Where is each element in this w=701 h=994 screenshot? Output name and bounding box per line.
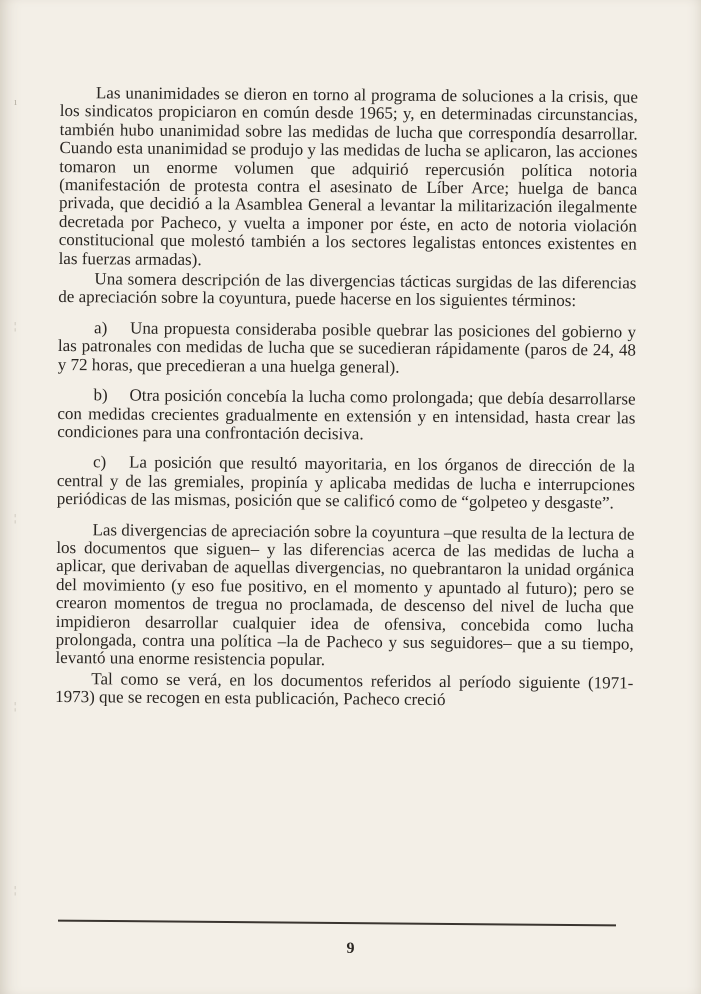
paragraph: Las unanimidades se dieron en torno al programa de soluciones a la crisis, que los sindicatos propiciaron en común desde 1965; y, en determinadas circunstancias, también hubo unanimidad sobre las medidas de lucha que correspondía desarrollar. Cuando esta unanimidad se produjo y las medidas de lucha se aplicaron, las acciones tomaron un enorme volumen que adquirió repercusión política notoria (manifestación de protesta contra el asesinato de Líber Arce; huelga de banca privada, que decidió a la Asamblea General a levantar la militarización ilegalmente decretada por Pacheco, y vuelta a imponer por éste, en acto de notoria violación constitucional que molestó también a los sectores legalistas entonces existentes en las fuerzas armadas). [58, 83, 638, 269]
paragraph: Una somera descripción de las divergencias tácticas surgidas de las diferencias de apreciación sobre la coyuntura, puede hacerse en los siguientes términos: [58, 269, 637, 311]
list-item [57, 453, 635, 513]
page-number: 9 [346, 940, 355, 957]
margin-mark: ¦ [14, 320, 17, 332]
list-item [57, 386, 635, 446]
body-text [55, 84, 638, 711]
footer-rule [58, 920, 616, 927]
list-item-text: Una propuesta consideraba posible quebrar las posiciones del gobierno y las patronales con medidas de lucha que se sucedieran rápidamente (paros de 24, 48 y 72 horas, que precedieran a una huelga general). [57, 318, 637, 377]
margin-mark: ı [14, 96, 18, 108]
list-item-text: La posición que resultó mayoritaria, en los órganos de dirección de la central y de las gremiales, propinía y aplicaba medidas de lucha e interrupciones periódicas de las mismas, posición que se calificó como de “golpeteo y desgaste”. [56, 452, 636, 513]
margin-mark: ¦ [14, 512, 17, 524]
list-item [58, 319, 636, 379]
margin-mark: ¦ [14, 700, 17, 712]
margin-mark: ¦ [14, 884, 17, 896]
paragraph: Tal como se verá, en los documentos referidos al período siguiente (1971-1973) que se recogen en esta publicación, Pacheco creció [55, 669, 634, 710]
list-item-text: Otra posición concebía la lucha como prolongada; que debía desarrollarse con medidas crecientes gradualmente en extensión y en intensidad, hasta crear las condiciones para una confrontación decisiva. [57, 385, 636, 444]
paragraph: Las divergencias de apreciación sobre la coyuntura –que resulta de la lectura de los documentos que siguen– y las diferencias acerca de las medidas de lucha a aplicar, que derivaban de aquellas divergencias, no quebrantaron la unidad orgánica del movimiento (y eso fue positivo, en el momento y apuntado al futuro); pero se crearon momentos de tregua no proclamada, de descenso del nivel de lucha que impidieron desarrollar cualquier idea de ofensiva, concebida como lucha prolongada, contra una política –la de Pacheco y sus seguidores– que a su tiempo, levantó una enorme resistencia popular. [55, 519, 635, 670]
list-marker: c) [92, 452, 107, 472]
list-marker: a) [94, 318, 108, 338]
list-marker: b) [93, 385, 108, 405]
